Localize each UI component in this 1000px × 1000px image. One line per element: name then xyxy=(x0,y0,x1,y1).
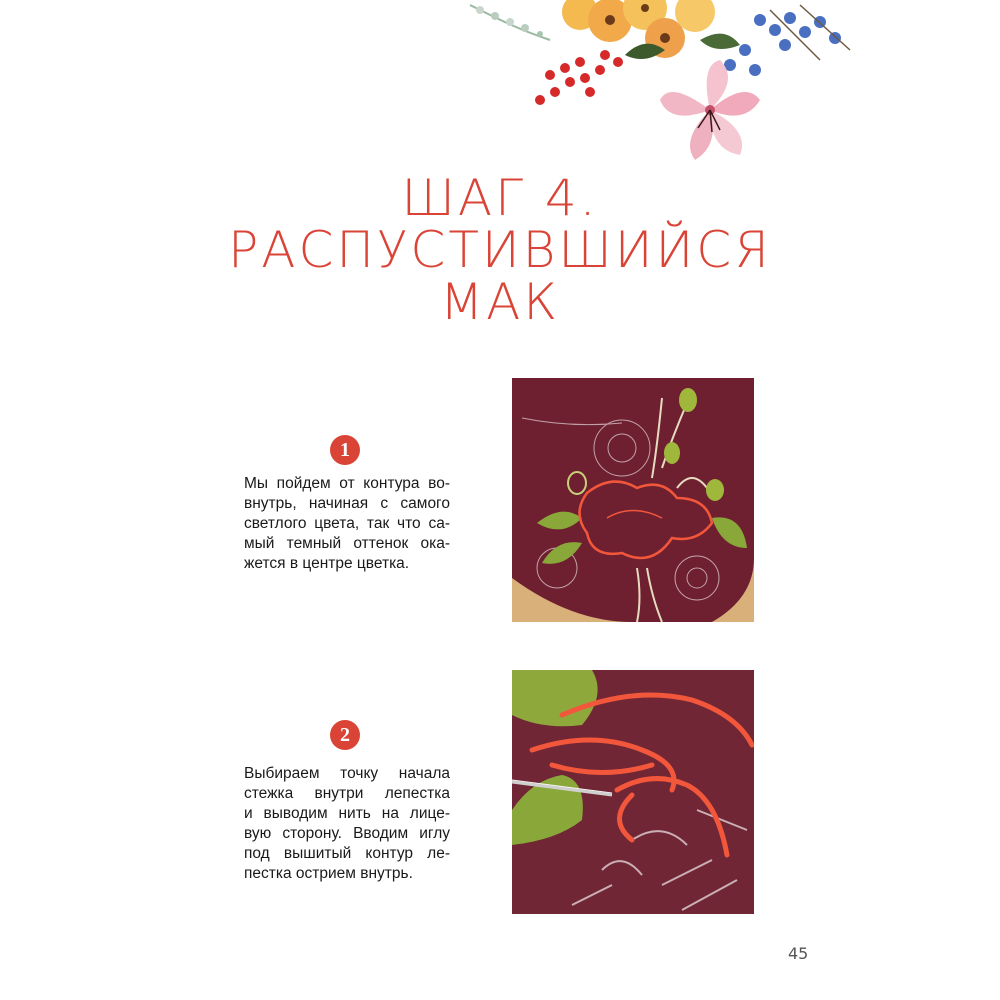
step-1-line: светлого цвета, так что са- xyxy=(244,515,450,532)
step-2-line: и выводим нить на лице- xyxy=(244,805,450,822)
step-2-line: под вышитый контур ле- xyxy=(244,845,450,862)
title-line-2: РАСПУСТИВШИЙСЯ xyxy=(228,221,772,279)
embroidery-photo-step2 xyxy=(512,670,754,914)
step-1-line: жется в центре цветка. xyxy=(244,555,410,572)
step-1-text xyxy=(244,474,450,574)
step-2-text xyxy=(244,764,450,884)
step-2-line: вую сторону. Вводим иглу xyxy=(244,825,450,842)
step-1-number-badge: 1 xyxy=(330,435,360,465)
title-line-3: МАК xyxy=(439,273,561,331)
step-1-line: Мы пойдем от контура во- xyxy=(244,475,450,492)
floral-illustration xyxy=(440,0,860,180)
page-number: 45 xyxy=(788,944,809,963)
step-2-line: пестка острием внутрь. xyxy=(244,865,413,882)
page-title xyxy=(148,169,852,331)
step-1-line: внутрь, начиная с самого xyxy=(244,495,450,512)
step-2-line: Выбираем точку начала xyxy=(244,765,450,782)
step-1-line: мый темный оттенок ока- xyxy=(244,535,450,552)
step-2-number-badge: 2 xyxy=(330,720,360,750)
embroidery-photo-step1 xyxy=(512,378,754,622)
step-2-line: стежка внутри лепестка xyxy=(244,785,450,802)
title-line-1: ШАГ 4. xyxy=(401,169,599,227)
